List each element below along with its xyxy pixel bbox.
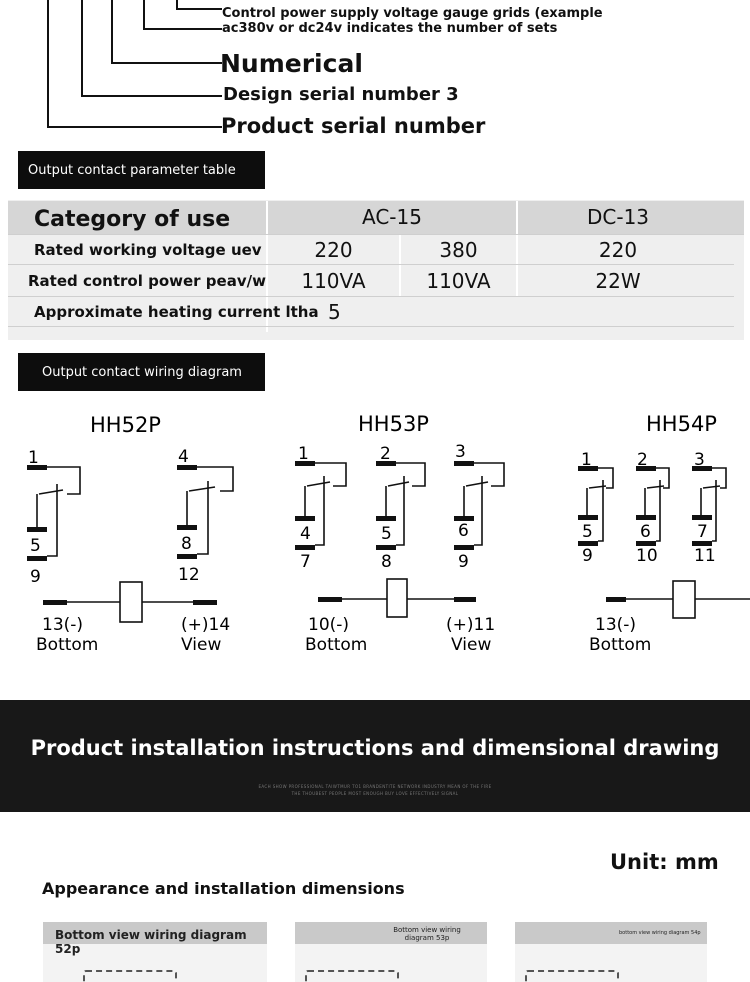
hh53p-coil-left: 10(-) <box>308 615 350 635</box>
hh52p-terminal-top-1: 1 <box>28 448 39 468</box>
hh53p-terminal-mid-3: 6 <box>458 521 469 541</box>
hh53p-coil-right: (+)11 <box>446 615 496 635</box>
hh52p-coil-left: 13(-) <box>42 615 84 635</box>
hh53p-caption-bottom: Bottom <box>305 635 368 655</box>
wiring-diagram-tab <box>18 353 265 391</box>
legend-line-2: ac380v or dc24v indicates the number of sets <box>222 21 558 36</box>
hh52p-terminal-mid-1: 5 <box>30 536 41 556</box>
thumb-53p <box>295 922 487 982</box>
hh52p-caption-view: View <box>181 635 222 655</box>
contact-table-tab-label: Output contact parameter table <box>28 162 236 178</box>
thumb-53p-label: Bottom view wiring diagram 53p <box>393 926 461 942</box>
thumb-52p-label: Bottom view wiring diagram 52p <box>55 928 247 956</box>
hh54p-terminal-bottom-1: 9 <box>582 546 593 566</box>
unit-label: Unit: mm <box>610 850 719 874</box>
hh54p-terminal-top-2: 2 <box>637 450 648 470</box>
row-voltage-label: Rated working voltage uev <box>34 241 262 259</box>
row-power-dc: 22W <box>595 269 641 293</box>
thumb-52p-outline <box>83 970 177 982</box>
thumb-54p <box>515 922 707 982</box>
hh54p-terminal-bottom-2: 10 <box>636 546 658 566</box>
hh53p-terminal-bottom-1: 7 <box>300 552 311 572</box>
hh53p-terminal-mid-2: 5 <box>381 524 392 544</box>
hh52p-terminal-top-2: 4 <box>178 447 189 467</box>
hh53p-terminal-bottom-3: 9 <box>458 552 469 572</box>
row-voltage-ac1: 220 <box>314 238 353 262</box>
hh52p-title: HH52P <box>90 413 161 437</box>
installation-banner <box>0 700 750 812</box>
hh53p-terminal-bottom-2: 8 <box>381 552 392 572</box>
hh53p-terminal-top-1: 1 <box>298 444 309 464</box>
row-voltage-ac2: 380 <box>439 238 478 262</box>
hh53p-terminal-top-2: 2 <box>380 444 391 464</box>
hh53p-terminal-mid-1: 4 <box>300 524 311 544</box>
appearance-heading: Appearance and installation dimensions <box>42 879 405 898</box>
hh52p-caption-bottom: Bottom <box>36 635 99 655</box>
row-current-value: 5 <box>328 300 341 324</box>
hh54p-caption-bottom: Bottom <box>589 635 652 655</box>
installation-banner-title: Product installation instructions and dimensional drawing <box>30 736 720 760</box>
wiring-diagrams <box>0 400 750 665</box>
row-power-label: Rated control power peav/w <box>28 272 266 290</box>
hh53p-title: HH53P <box>358 412 429 436</box>
hh53p-caption-view: View <box>451 635 492 655</box>
thumb-53p-outline <box>305 970 399 982</box>
hh54p-terminal-mid-2: 6 <box>640 522 651 542</box>
header-ac: AC-15 <box>362 205 422 229</box>
hh54p-title: HH54P <box>646 412 717 436</box>
hh54p-terminal-mid-3: 7 <box>697 522 708 542</box>
hh54p-terminal-bottom-3: 11 <box>694 546 716 566</box>
row-power-ac2: 110VA <box>426 269 491 293</box>
hh53p-contacts <box>295 461 504 550</box>
hh54p-terminal-mid-1: 5 <box>582 522 593 542</box>
hh54p-terminal-top-1: 1 <box>581 450 592 470</box>
diagram-hh52p <box>27 413 233 655</box>
thumb-52p <box>43 922 267 982</box>
contact-table-tab <box>18 151 265 189</box>
hh54p-coil <box>606 581 750 618</box>
legend-product-serial: Product serial number <box>221 114 486 138</box>
diagram-hh54p <box>578 412 750 655</box>
hh53p-coil <box>318 579 476 617</box>
thumb-54p-outline <box>525 970 619 982</box>
legend-line-1: Control power supply voltage gauge grids (example <box>222 6 603 21</box>
installation-banner-subtitle-1: EACH SHOW PROFESSIONAL TAIWTMUR TO1 BRANDENTITE NETWORK INDUSTRY MEAN OF THE FIRE <box>258 784 492 789</box>
hh52p-terminal-mid-2: 8 <box>181 534 192 554</box>
legend-design-serial: Design serial number 3 <box>223 84 459 105</box>
hh54p-terminal-top-3: 3 <box>694 450 705 470</box>
hh52p-coil-right: (+)14 <box>181 615 231 635</box>
legend-numerical: Numerical <box>220 49 363 78</box>
hh52p-terminal-bottom-1: 9 <box>30 567 41 587</box>
installation-banner-subtitle-2: THE THOUBEST PEOPLE MOST ENOUGH BUY LOVE EFFECTIVELY SIGNAL <box>291 791 459 796</box>
wiring-diagram-tab-label: Output contact wiring diagram <box>42 364 242 380</box>
hh52p-terminal-bottom-2: 12 <box>178 565 200 585</box>
thumb-54p-label: bottom view wiring diagram 54p <box>619 930 701 936</box>
row-current-label: Approximate heating current ltha <box>34 303 319 321</box>
leader-line-5 <box>47 0 222 128</box>
hh54p-coil-left: 13(-) <box>595 615 637 635</box>
header-dc: DC-13 <box>586 205 650 229</box>
row-power-ac1: 110VA <box>301 269 366 293</box>
diagram-hh53p <box>295 412 504 655</box>
hh53p-terminal-top-3: 3 <box>455 442 466 462</box>
header-category: Category of use <box>34 206 231 232</box>
row-voltage-dc: 220 <box>598 238 638 262</box>
